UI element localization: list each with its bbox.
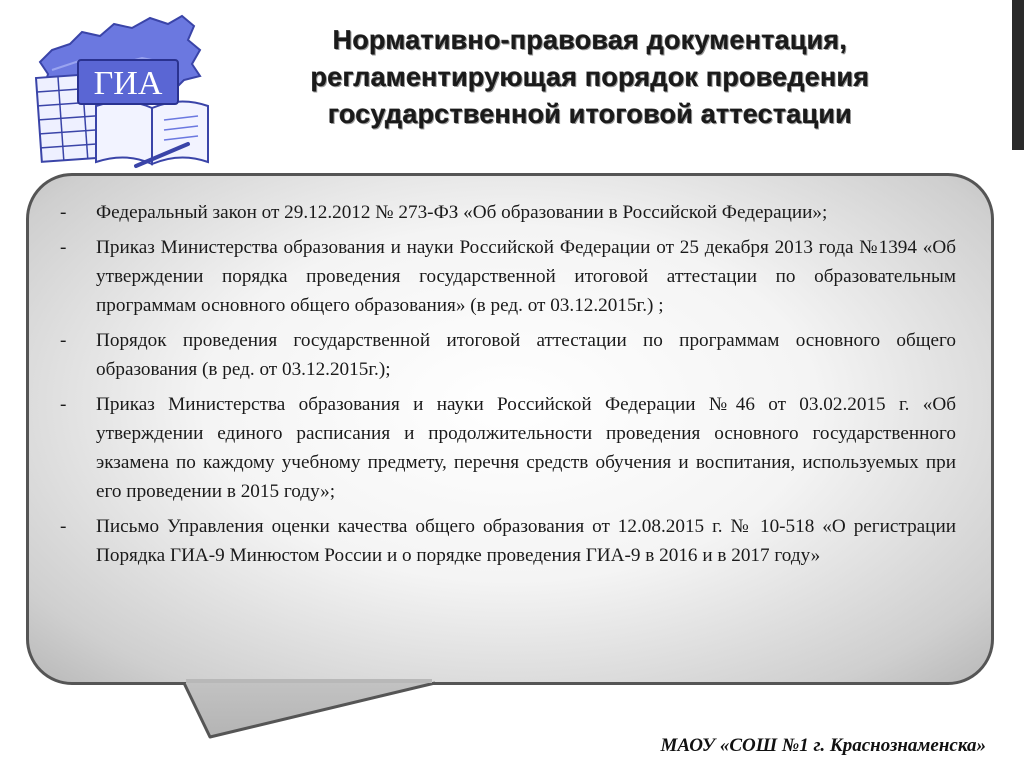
list-bullet: -	[60, 237, 67, 258]
document-text: Приказ Министерства образования и науки Российской Федерации №46 от 03.02.2015 г. «Об утверждении единого расписания и продолжительности проведения основного государственного экзамена по каждому учебному предмету, перечня средств обучения и воспитания, используемых при его проведении в 2015 году»;	[96, 394, 956, 502]
list-bullet: -	[60, 202, 67, 223]
side-decor-bar	[1012, 0, 1024, 767]
document-text: Письмо Управления оценки качества общего образования от 12.08.2015 г. № 10-518 «О регистрации Порядка ГИА-9 Минюстом России и о порядке проведения ГИА-9 в 2016 и в 2017 году»	[96, 516, 956, 566]
list-bullet: -	[60, 330, 67, 351]
document-text: Порядок проведения государственной итоговой аттестации по программам основного общего образования (в ред. от 03.12.2015г.);	[96, 330, 956, 380]
list-item	[60, 390, 956, 506]
gia-logo-text: ГИА	[93, 65, 163, 102]
list-bullet: -	[60, 394, 67, 415]
regulatory-documents-list	[60, 198, 956, 576]
title-line-3: государственной итоговой аттестации	[327, 99, 853, 129]
list-bullet: -	[60, 516, 67, 537]
list-item	[60, 326, 956, 384]
list-item	[60, 233, 956, 320]
list-item	[60, 512, 956, 570]
gia-logo-icon	[22, 10, 222, 170]
page-title	[230, 22, 950, 133]
document-text: Приказ Министерства образования и науки Российской Федерации от 25 декабря 2013 года №1394 «Об утверждении порядка проведения государственной итоговой аттестации по образовательным программам основного общего образования» (в ред. от 03.12.2015г.) ;	[96, 237, 956, 316]
title-line-2: регламентирующая порядок проведения	[310, 62, 870, 92]
list-item	[60, 198, 956, 227]
gia-logo	[22, 10, 222, 170]
footer-organization: МАОУ «СОШ №1 г. Краснознаменска»	[660, 735, 986, 756]
title-line-1: Нормативно-правовая документация,	[332, 25, 848, 55]
document-text: Федеральный закон от 29.12.2012 № 273-ФЗ «Об образовании в Российской Федерации»;	[96, 202, 828, 223]
